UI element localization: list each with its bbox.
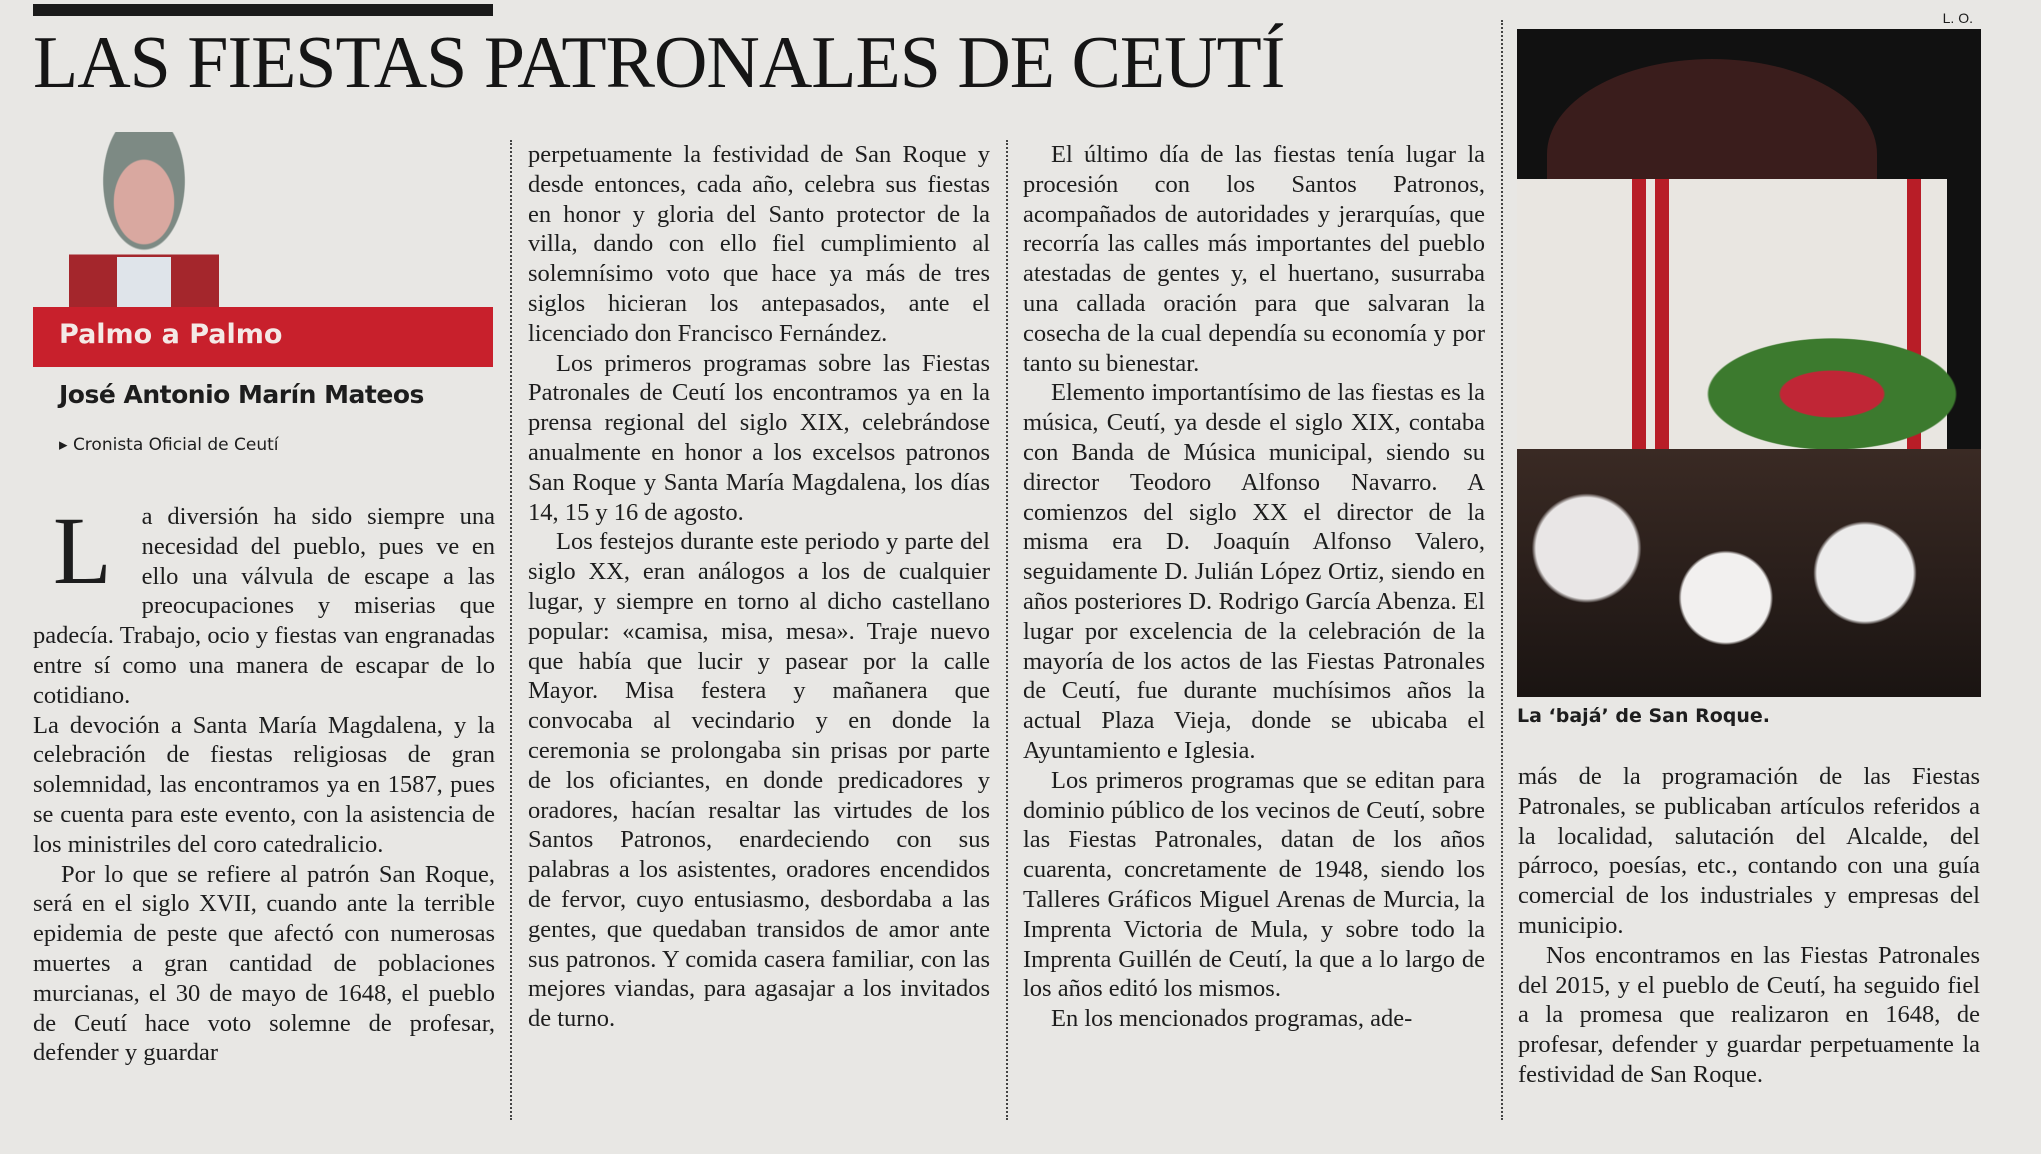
article-column-2	[528, 140, 990, 1034]
paragraph: Los primeros programas sobre las Fiestas Patronales de Ceutí los encontramos ya en la prensa regional del siglo XIX, celebrándose anualmente en honor a los excelsos patronos San Roque y Santa María Magdalena, los días 14, 15 y 16 de agosto.	[528, 349, 990, 526]
paragraph: a diversión ha sido siempre una necesidad del pueblo, pues ve en ello una válvula de escape a las preocupaciones y miserias que padecía. Trabajo, ocio y fiestas van engranadas entre sí como una manera de escapar de lo cotidiano.	[33, 503, 495, 709]
article-column-3	[1023, 140, 1485, 1034]
paragraph: Por lo que se refiere al patrón San Roque, será en el siglo XVII, cuando ante la terrible epidemia de peste que afectó con numerosas muertes a gran cantidad de poblaciones murcianas, el 30 de mayo de 1648, el pueblo de Ceutí hace voto solemne de profesar, defender y guardar	[33, 860, 495, 1067]
author-name: José Antonio Marín Mateos	[59, 380, 424, 409]
paragraph: La devoción a Santa María Magdalena, y la celebración de fiestas religiosas de gran solemnidad, las encontramos ya en 1587, pues se cuenta para este evento, con la asistencia de los ministriles del coro catedralicio.	[33, 711, 495, 858]
author-photo	[69, 132, 219, 307]
paragraph: El último día de las fiestas tenía lugar la procesión con los Santos Patronos, acompañados de autoridades y jerarquías, que recorría las calles más importantes del pueblo atestadas de gentes y, el huertano, susurraba una callada oración para que salvaran la cosecha de la cual dependía su economía y por tanto su bienestar.	[1023, 141, 1485, 377]
headline-rule	[33, 4, 493, 16]
paragraph: Elemento importantísimo de las fiestas es la música, Ceutí, ya desde el siglo XIX, contaba con Banda de Música municipal, siendo su director Teodoro Alfonso Navarro. A comienzos del siglo XX el director de la misma era D. Joaquín Alfonso Valero, seguidamente D. Julián López Ortiz, siendo en años posteriores D. Rodrigo García Abenza. El lugar por excelencia de la celebración de la mayoría de los actos de las Fiestas Patronales de Ceutí, fue durante muchísimos años la actual Plaza Vieja, donde se ubicaba el Ayuntamiento e Iglesia.	[1023, 379, 1485, 764]
paragraph: Nos encontramos en las Fiestas Patronales del 2015, y el pueblo de Ceutí, ha seguido fiel a la promesa que realizaron en 1648, de profesar, defender y guardar perpetuamente la festividad de San Roque.	[1518, 941, 1980, 1088]
column-divider	[1501, 20, 1503, 1120]
author-box	[33, 132, 493, 482]
san-roque-procession-photo	[1517, 29, 1981, 697]
section-label: Palmo a Palmo	[59, 319, 283, 350]
paragraph: perpetuamente la festividad de San Roque y desde entonces, cada año, celebra sus fiestas en honor y gloria del Santo protector de la villa, dando con ello fiel cumplimiento al solemnísimo voto que hace ya más de tres siglos hicieran los antepasados, ante el licenciado don Francisco Fernández.	[528, 141, 990, 347]
paragraph: En los mencionados programas, ade-	[1051, 1005, 1413, 1033]
photo-credit: L. O.	[1942, 10, 1973, 26]
paragraph: Los festejos durante este periodo y parte del siglo XX, eran análogos a los de cualquier lugar, y siempre en torno al dicho castellano popular: «camisa, misa, mesa». Traje nuevo que había que lucir y pasear por la calle Mayor. Misa festera y mañanera que convocaba al vecindario y en donde la ceremonia se prolongaba sin prisas por parte de los oficiantes, en donde predicadores y oradores, hacían resaltar las virtudes de los Santos Patronos, enardeciendo con sus palabras a los asistentes, oradores encendidos de fervor, cuyo entusiasmo, desbordaba a las gentes, que quedaban transidos de amor ante sus patronos. Y comida casera familiar, con las mejores viandas, para agasajar a los invitados de turno.	[528, 528, 990, 1033]
photo-caption: La ‘bajá’ de San Roque.	[1517, 705, 1771, 727]
paragraph: más de la programación de las Fiestas Patronales, se publicaban artículos referidos a la localidad, salutación del Alcalde, del párroco, poesías, etc., contando con una guía comercial de los industriales y empresas del municipio.	[1518, 763, 1980, 939]
article-column-1	[33, 497, 495, 1068]
headline: LAS FIESTAS PATRONALES DE CEUTÍ	[33, 22, 1285, 104]
paragraph: Los primeros programas que se editan para dominio público de los vecinos de Ceutí, sobre las Fiestas Patronales, datan de los años cuarenta, concretamente de 1948, siendo los Talleres Gráficos Miguel Arenas de Murcia, la Imprenta Victoria de Mula, y sobre todo la Imprenta Guillén de Ceutí, la que a lo largo de los años editó los mismos.	[1023, 766, 1485, 1003]
article-column-4	[1518, 762, 1980, 1090]
column-divider	[1006, 140, 1008, 1120]
author-role-text: Cronista Oficial de Ceutí	[72, 435, 279, 455]
drop-cap: L	[53, 497, 112, 604]
section-band	[33, 307, 493, 367]
author-role: ▸ Cronista Oficial de Ceutí	[59, 435, 279, 455]
column-divider	[510, 140, 512, 1120]
